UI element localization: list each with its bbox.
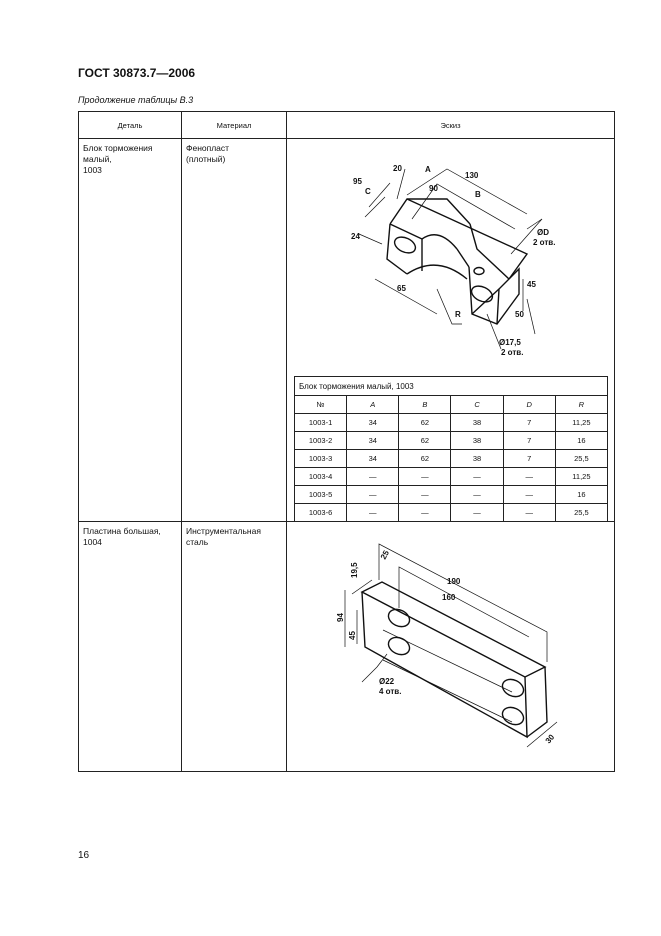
dim-label: 160	[442, 593, 456, 602]
dim-label: 4 отв.	[379, 687, 402, 696]
dim-label: 2 отв.	[533, 238, 556, 247]
dim-label: 130	[465, 171, 479, 180]
detail-line: 1004	[83, 537, 102, 547]
variants-cell: —	[399, 486, 451, 504]
dim-label: 19,5	[350, 562, 359, 578]
variants-row	[295, 432, 608, 450]
variants-cell: 34	[347, 450, 399, 468]
variants-cell: 62	[399, 450, 451, 468]
variants-header: B	[399, 396, 451, 414]
dim-label: 24	[351, 232, 360, 241]
header-detail: Деталь	[79, 112, 182, 139]
dim-label: 20	[393, 164, 402, 173]
variants-cell: —	[347, 486, 399, 504]
material-line: Инструментальная	[186, 526, 261, 536]
dim-label: Ø22	[379, 677, 395, 686]
dim-label: B	[475, 190, 481, 199]
dim-label: Ø17,5	[499, 338, 521, 347]
dim-label: 25	[378, 548, 391, 561]
variants-cell: —	[399, 504, 451, 522]
variants-cell: 11,25	[555, 414, 607, 432]
page-number: 16	[78, 850, 90, 861]
variants-cell: —	[503, 468, 555, 486]
dim-label: 30	[543, 732, 557, 746]
variants-caption-row	[295, 377, 608, 396]
standard-title: ГОСТ 30873.7—2006	[78, 66, 196, 80]
table-row	[79, 139, 615, 522]
header-material: Материал	[182, 112, 287, 139]
dim-label: ØD	[537, 228, 549, 237]
dim-label: 190	[447, 577, 461, 586]
variants-caption: Блок торможения малый, 1003	[295, 377, 608, 396]
variants-table	[294, 376, 608, 522]
header-sketch: Эскиз	[287, 112, 615, 139]
variants-cell: —	[347, 504, 399, 522]
variants-cell: —	[503, 486, 555, 504]
dim-label: R	[455, 310, 461, 319]
material-line: сталь	[186, 537, 209, 547]
material-cell	[182, 139, 287, 522]
table-row	[79, 522, 615, 772]
large-plate-drawing	[287, 522, 615, 772]
variants-cell: 1003-4	[295, 468, 347, 486]
variants-cell: 1003-3	[295, 450, 347, 468]
material-line: (плотный)	[186, 154, 226, 164]
variants-cell: 34	[347, 432, 399, 450]
material-cell	[182, 522, 287, 772]
variants-cell: 11,25	[555, 468, 607, 486]
dim-label: 94	[336, 613, 345, 622]
dim-label: 50	[515, 310, 524, 319]
variants-cell: 38	[451, 432, 503, 450]
dim-label: A	[425, 165, 431, 174]
variants-cell: 16	[555, 486, 607, 504]
variants-cell: —	[347, 468, 399, 486]
variants-cell: 7	[503, 450, 555, 468]
variants-cell: —	[451, 468, 503, 486]
brake-block-drawing	[287, 139, 615, 374]
material-line: Фенопласт	[186, 143, 230, 153]
dim-label: 90	[429, 184, 438, 193]
sketch-cell	[287, 522, 615, 772]
detail-line: малый,	[83, 154, 112, 164]
detail-line: Пластина большая,	[83, 526, 161, 536]
sketch-cell	[287, 139, 615, 522]
variants-row	[295, 414, 608, 432]
variants-cell: 1003-5	[295, 486, 347, 504]
variants-row	[295, 486, 608, 504]
dim-label: 2 отв.	[501, 348, 524, 357]
variants-cell: 38	[451, 414, 503, 432]
variants-header-row	[295, 396, 608, 414]
variants-cell: 7	[503, 414, 555, 432]
variants-cell: —	[451, 486, 503, 504]
variants-cell: 34	[347, 414, 399, 432]
variants-cell: 1003-2	[295, 432, 347, 450]
detail-cell	[79, 139, 182, 522]
detail-cell	[79, 522, 182, 772]
variants-cell: —	[451, 504, 503, 522]
variants-header: D	[503, 396, 555, 414]
detail-line: Блок торможения	[83, 143, 153, 153]
dim-label: 45	[527, 280, 536, 289]
variants-cell: —	[503, 504, 555, 522]
variants-cell: 7	[503, 432, 555, 450]
variants-cell: 16	[555, 432, 607, 450]
dim-label: C	[365, 187, 371, 196]
parts-table	[78, 111, 615, 772]
variants-row	[295, 504, 608, 522]
dim-label: 45	[348, 631, 357, 640]
variants-header: R	[555, 396, 607, 414]
variants-cell: 1003-6	[295, 504, 347, 522]
table-header-row	[79, 112, 615, 139]
variants-cell: 25,5	[555, 450, 607, 468]
variants-header: C	[451, 396, 503, 414]
variants-cell: —	[399, 468, 451, 486]
dim-label: 95	[353, 177, 362, 186]
variants-cell: 62	[399, 414, 451, 432]
variants-header: №	[295, 396, 347, 414]
variants-row	[295, 468, 608, 486]
variants-cell: 62	[399, 432, 451, 450]
variants-cell: 1003-1	[295, 414, 347, 432]
detail-line: 1003	[83, 165, 102, 175]
dim-label: 65	[397, 284, 406, 293]
variants-header: A	[347, 396, 399, 414]
table-continuation-caption: Продолжение таблицы В.3	[78, 95, 194, 105]
variants-cell: 25,5	[555, 504, 607, 522]
variants-cell: 38	[451, 450, 503, 468]
variants-row	[295, 450, 608, 468]
